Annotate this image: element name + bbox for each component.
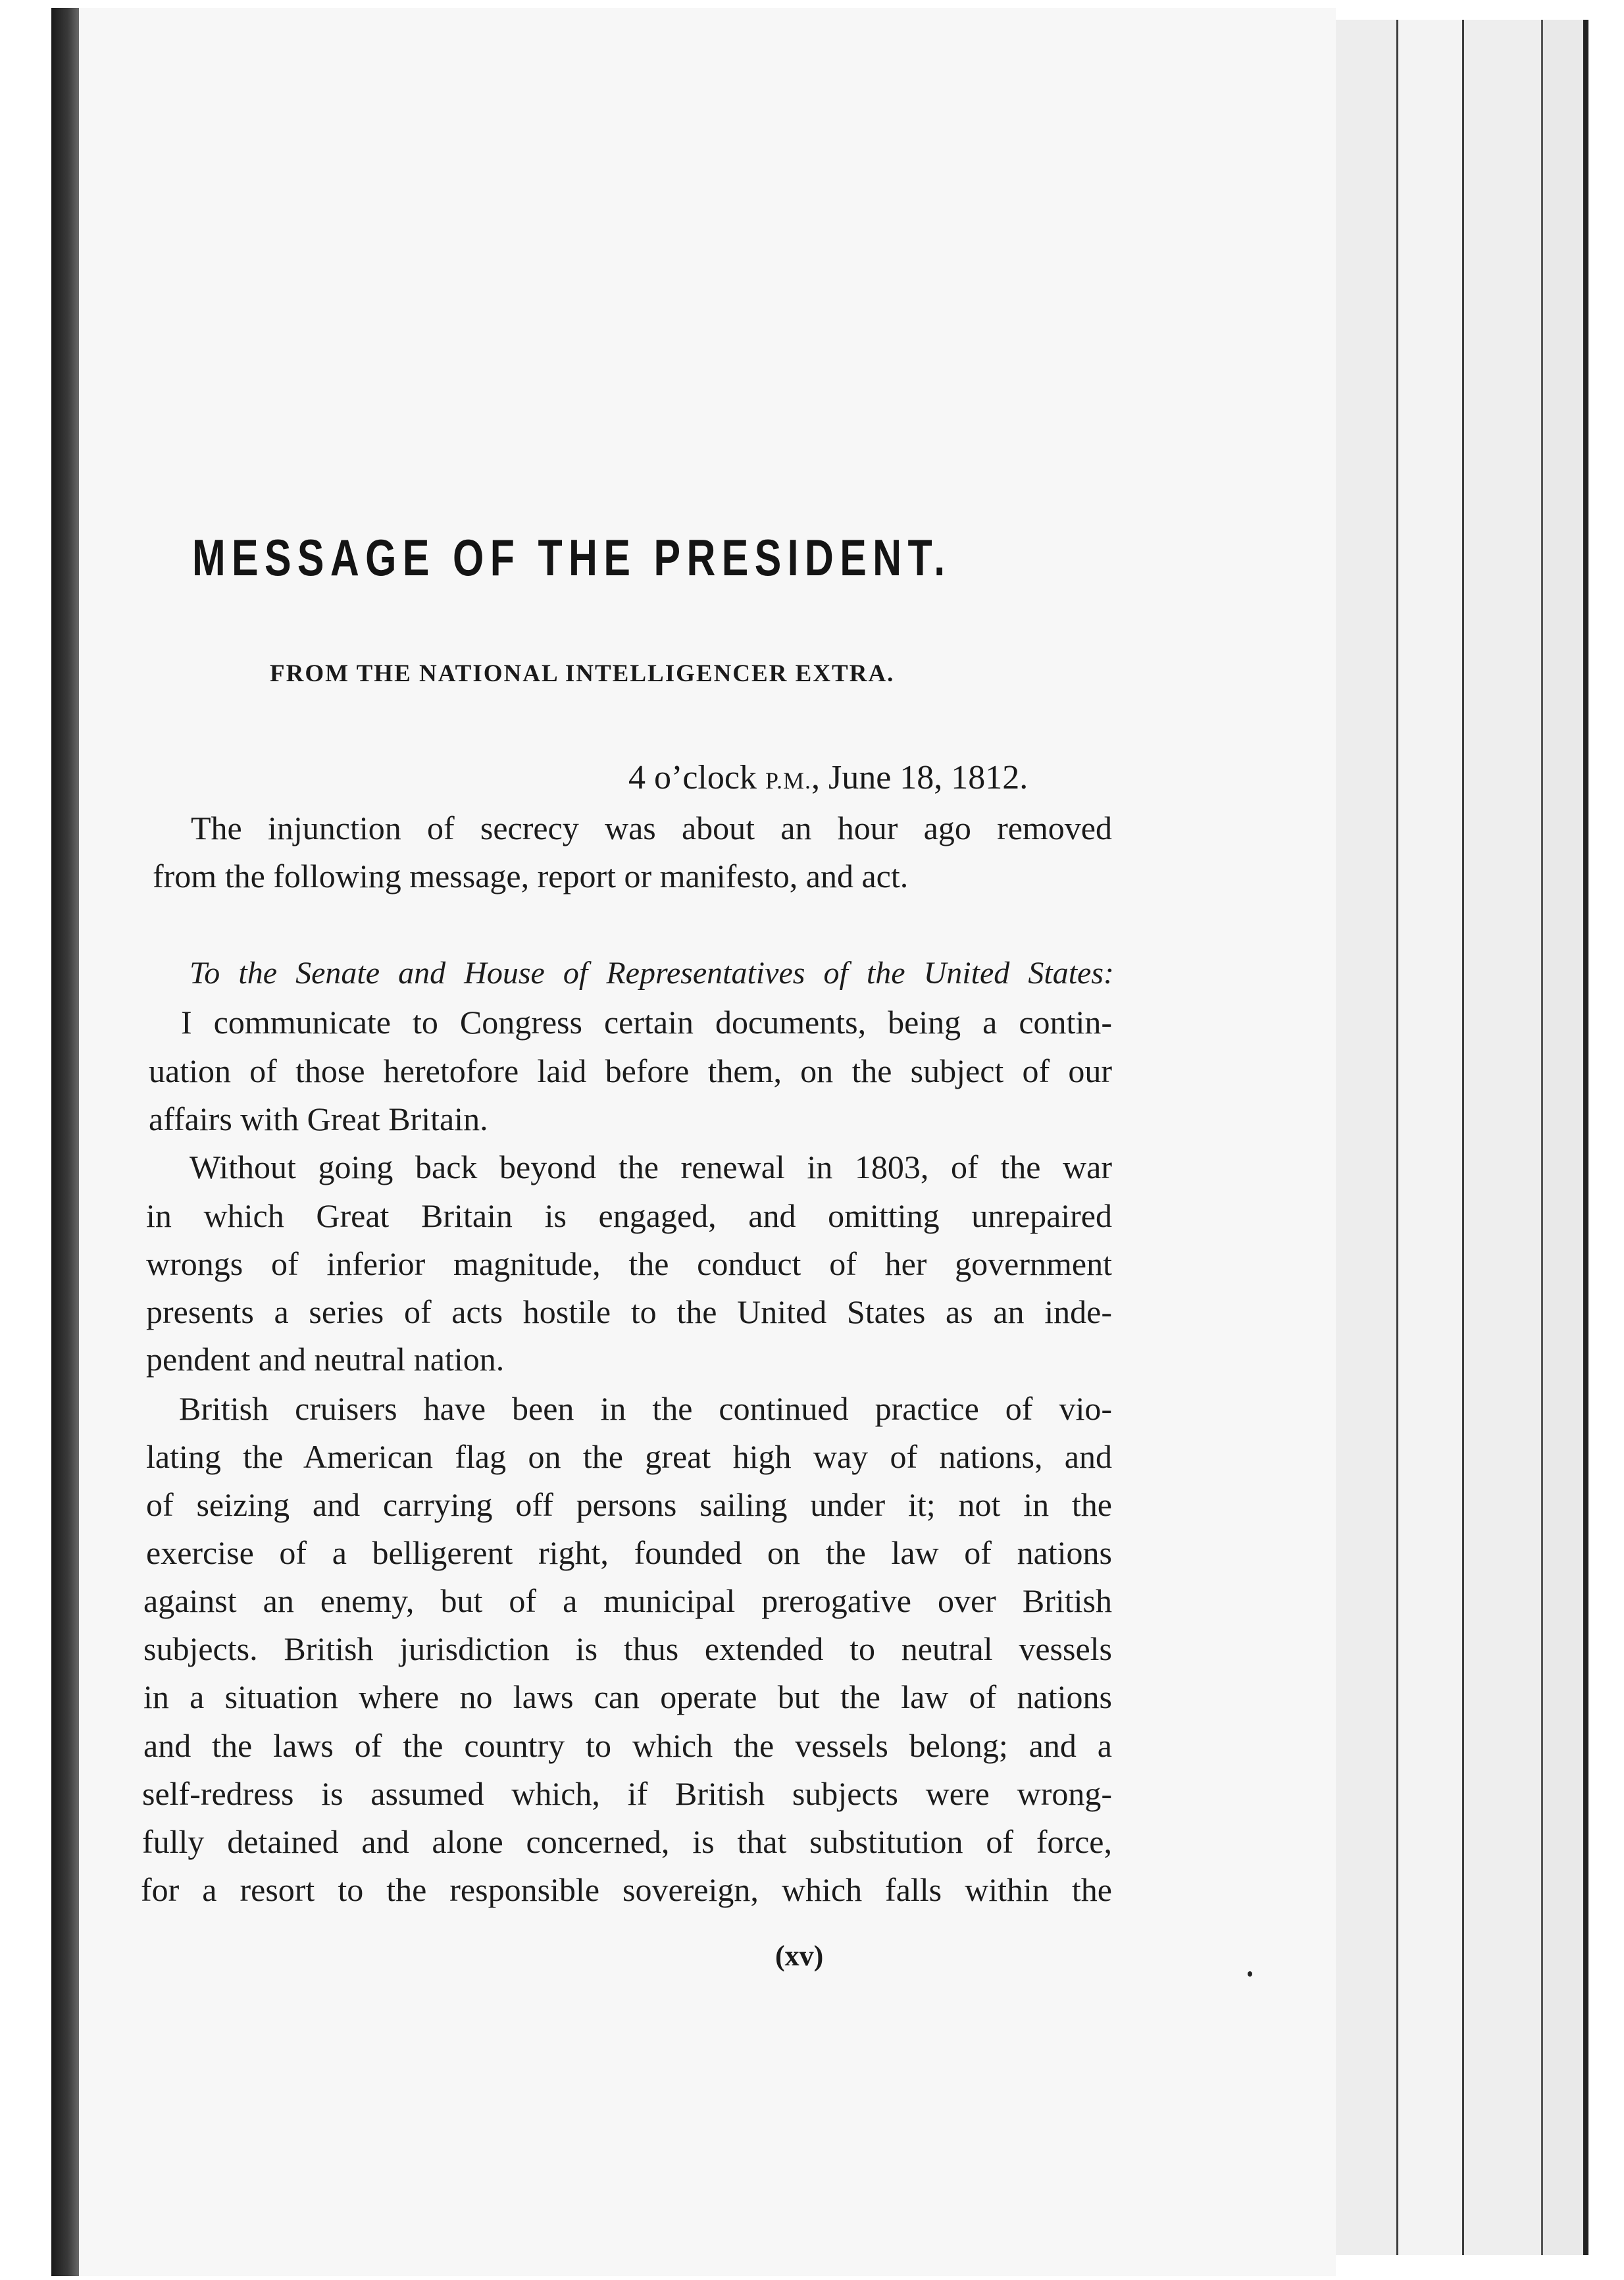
body-line: for a resort to the responsible sovereign, which falls within the <box>141 1871 1112 1908</box>
dateline-pm: P.M. <box>765 767 811 794</box>
body-line: fully detained and alone concerned, is that substitution of force, <box>142 1823 1112 1860</box>
page-edge <box>1462 20 1541 2255</box>
body-line: exercise of a belligerent right, founded on the law of nations <box>146 1534 1112 1571</box>
body-line: The injunction of secrecy was about an hour ago removed <box>191 810 1112 846</box>
body-line: subjects. British jurisdiction is thus extended to neutral vessels <box>143 1630 1112 1667</box>
page-number: (xv) <box>775 1940 824 1972</box>
body-line: against an enemy, but of a municipal prerogative over British <box>143 1582 1112 1619</box>
dateline <box>628 758 1028 797</box>
body-line: in a situation where no laws can operate but the law of nations <box>143 1678 1112 1715</box>
body-line: from the following message, report or manifesto, and act. <box>153 858 909 894</box>
book-page <box>79 8 1336 2276</box>
body-line: wrongs of inferior magnitude, the conduct of her government <box>146 1245 1112 1282</box>
body-line: lating the American flag on the great high way of nations, and <box>146 1438 1112 1475</box>
dateline-time: 4 o’clock <box>628 759 765 796</box>
page-edge-line <box>1396 20 1398 2255</box>
body-line: I communicate to Congress certain documents, being a contin- <box>181 1004 1112 1041</box>
body-line: Without going back beyond the renewal in 1803, of the war <box>190 1149 1112 1185</box>
body-line: pendent and neutral nation. <box>146 1341 505 1378</box>
page-edge <box>1396 20 1462 2255</box>
page-edge-line <box>1583 20 1588 2255</box>
body-line: affairs with Great Britain. <box>149 1101 488 1137</box>
body-line: of seizing and carrying off persons sailing under it; not in the <box>146 1486 1112 1523</box>
body-line: in which Great Britain is engaged, and omitting unrepaired <box>146 1197 1112 1234</box>
salutation: To the Senate and House of Representatives of the United States: <box>190 956 1114 991</box>
page-title: MESSAGE OF THE PRESIDENT. <box>192 529 952 586</box>
book-spine <box>51 8 79 2276</box>
body-line: presents a series of acts hostile to the United States as an inde- <box>146 1293 1112 1330</box>
page-edge <box>1336 20 1396 2255</box>
page-subtitle: FROM THE NATIONAL INTELLIGENCER EXTRA. <box>270 660 895 687</box>
page-edge <box>1541 20 1585 2255</box>
page-edge-line <box>1462 20 1464 2255</box>
body-line: British cruisers have been in the continued practice of vio- <box>179 1390 1112 1427</box>
body-line: self-redress is assumed which, if British subjects were wrong- <box>142 1775 1112 1812</box>
body-line: uation of those heretofore laid before them, on the subject of our <box>149 1052 1112 1089</box>
ink-speck <box>1248 1971 1252 1977</box>
body-line: and the laws of the country to which the vessels belong; and a <box>143 1727 1112 1764</box>
dateline-date: , June 18, 1812. <box>811 759 1028 796</box>
page-edge-line <box>1541 20 1543 2255</box>
left-margin <box>0 0 51 2280</box>
